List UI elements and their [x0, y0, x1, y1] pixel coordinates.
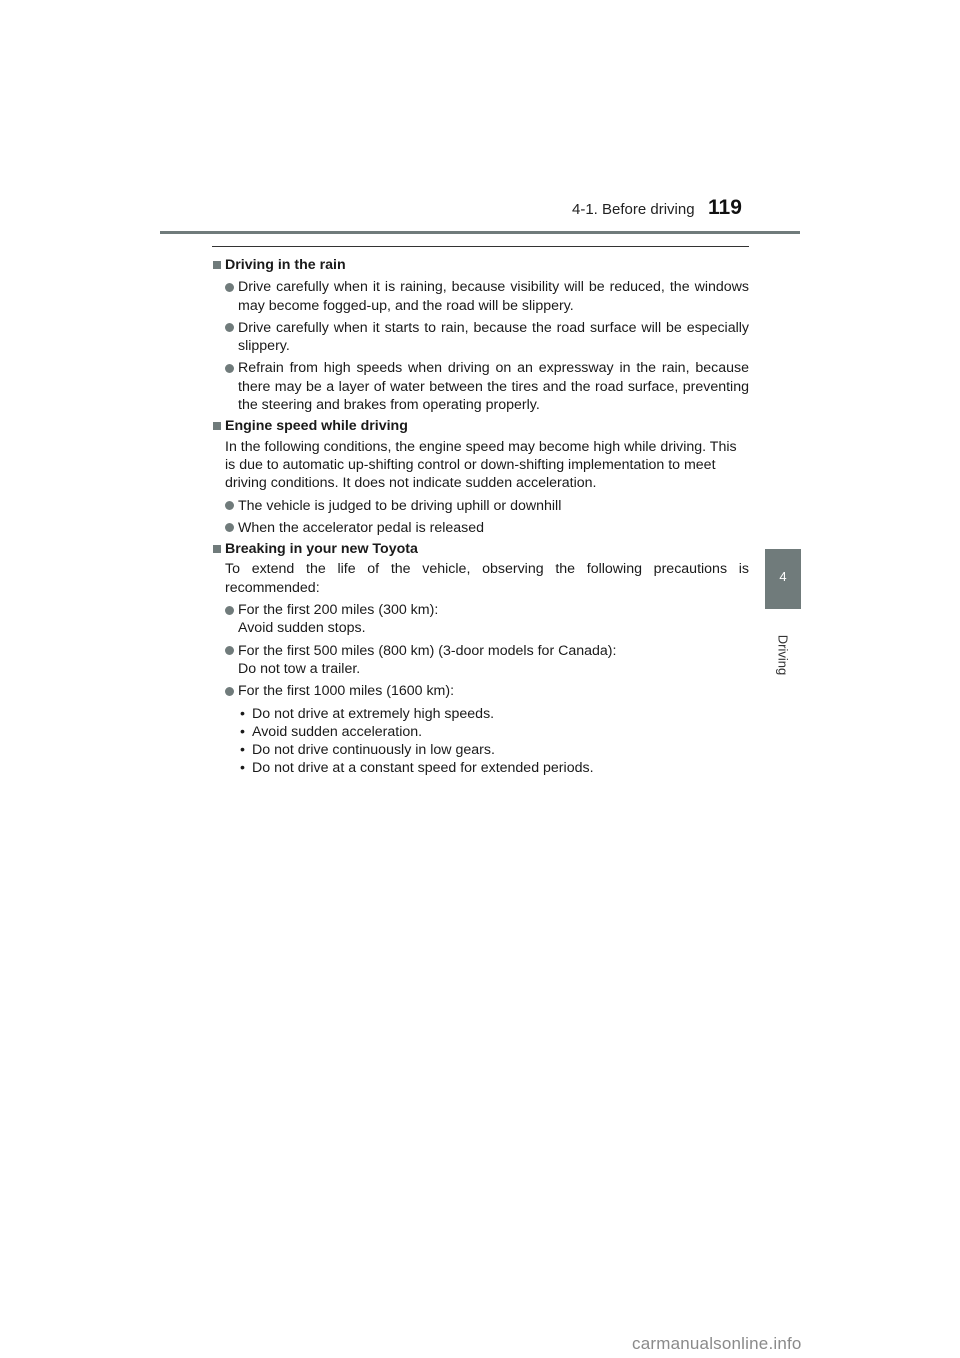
sub-list-item-text: Avoid sudden acceleration. [252, 723, 423, 740]
list-item-subtext: Do not tow a trailer. [238, 660, 361, 677]
list-item-text: For the first 200 miles (300 km): [238, 602, 439, 619]
list-item [212, 519, 749, 537]
section-heading-rain [212, 256, 749, 274]
content-top-rule [212, 246, 749, 247]
circle-bullet-icon [225, 523, 234, 532]
page-content [212, 253, 749, 778]
list-item-subtext: Avoid sudden stops. [238, 620, 366, 637]
circle-bullet-icon [225, 364, 234, 373]
page-number: 119 [708, 196, 742, 219]
list-item-text: Drive carefully when it starts to rain, because the road surface will be especially slippery. [238, 319, 749, 355]
list-item-text: When the accelerator pedal is released [238, 519, 485, 536]
square-bullet-icon [213, 545, 221, 553]
list-item [212, 278, 749, 315]
circle-bullet-icon [225, 606, 234, 615]
list-item [212, 319, 749, 356]
sub-list-item-text: Do not drive at a constant speed for extended periods. [252, 760, 594, 777]
heading-text: Breaking in your new Toyota [225, 541, 418, 558]
chapter-label: Driving [775, 634, 791, 676]
circle-bullet-icon [225, 283, 234, 292]
header-rule [160, 231, 800, 234]
sub-list-item [240, 759, 749, 777]
section-paragraph: In the following conditions, the engine speed may become high while driving. This is due to automatic up-shifting control or down-shifting implementation to meet driving conditions. It does not indicate sudden acceleration. [225, 438, 737, 492]
list-item [212, 601, 749, 638]
sub-list-item [240, 705, 749, 723]
sub-list-item [240, 741, 749, 759]
page-header-section: 4-1. Before driving [572, 201, 695, 218]
section-paragraph: To extend the life of the vehicle, observing the following precautions is recommended: [225, 561, 749, 596]
circle-bullet-icon [225, 687, 234, 696]
square-bullet-icon [213, 261, 221, 269]
chapter-tab [765, 549, 801, 609]
sub-list-item-text: Do not drive at extremely high speeds. [252, 705, 495, 722]
section-heading-engine [212, 417, 749, 435]
list-item-text: The vehicle is judged to be driving uphill or downhill [238, 497, 562, 514]
sub-bullet-marker: • [240, 760, 245, 777]
list-item [212, 497, 749, 515]
sub-bullet-marker: • [240, 705, 245, 722]
list-item-text: Refrain from high speeds when driving on an expressway in the rain, because there may be a layer of water between the tires and the road surface, preventing the steering and brakes from operating properly. [238, 360, 749, 414]
circle-bullet-icon [225, 646, 234, 655]
sub-list-item [240, 723, 749, 741]
list-item-text: For the first 1000 miles (1600 km): [238, 683, 455, 700]
list-item-text: For the first 500 miles (800 km) (3-door models for Canada): [238, 642, 617, 659]
sub-bullet-marker: • [240, 723, 245, 740]
chapter-number: 4 [779, 569, 787, 584]
circle-bullet-icon [225, 323, 234, 332]
list-item [212, 682, 749, 700]
sub-bullet-marker: • [240, 742, 245, 759]
heading-text: Engine speed while driving [225, 418, 408, 435]
watermark: carmanualsonline.info [632, 1334, 802, 1353]
square-bullet-icon [213, 422, 221, 430]
list-item [212, 359, 749, 414]
list-item-text: Drive carefully when it is raining, because visibility will be reduced, the windows may become fogged-up, and the road will be slippery. [238, 279, 749, 314]
heading-text: Driving in the rain [225, 257, 346, 273]
section-heading-breaking [212, 540, 749, 558]
sub-list [212, 705, 749, 778]
circle-bullet-icon [225, 501, 234, 510]
sub-list-item-text: Do not drive continuously in low gears. [252, 742, 495, 759]
list-item [212, 642, 749, 679]
